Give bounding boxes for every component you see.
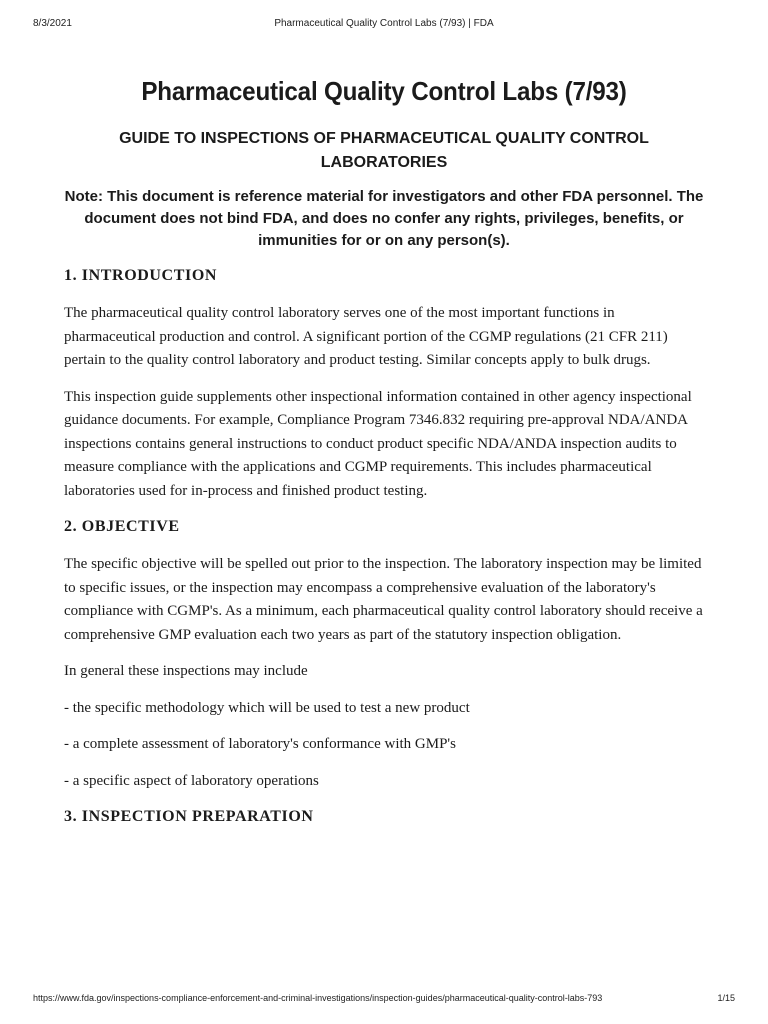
page-title: Pharmaceutical Quality Control Labs (7/93) [141,76,627,106]
objective-paragraph: The specific objective will be spelled out prior to the inspection. The laboratory inspection may be limited to specific issues, or the inspection may encompass a comprehensive evaluation of the laboratory's compliance with CGMP's. As a minimum, each pharmaceutical quality control laboratory should receive a comprehensive GMP evaluation each two years as part of the statutory inspection obligation. [64,556,703,643]
section-heading-introduction: 1. INTRODUCTION [64,267,218,284]
source-url: https://www.fda.gov/inspections-compliance-enforcement-and-criminal-investigations/inspection-guides/pharmaceutical-quality-control-labs-793 [33,993,603,1003]
introduction-paragraph: This inspection guide supplements other inspectional information contained in other agency inspectional guidance documents. For example, Compliance Program 7346.832 requiring pre-approval NDA/ANDA inspections contains general instructions to conduct product specific NDA/ANDA inspection audits to measure compliance with the applications and CGMP requirements. This includes pharmaceutical laboratories used for in-process and finished product testing. [64,388,692,499]
print-footer [33,993,735,1007]
document-content [64,76,704,843]
page-number: 1/15 [717,993,735,1003]
objective-list-item: - a specific aspect of laboratory operations [64,772,319,789]
objective-paragraph: In general these inspections may include [64,663,308,679]
print-header [33,18,735,32]
introduction-paragraph: The pharmaceutical quality control laboratory serves one of the most important functions in pharmaceutical production and control. A significant portion of the CGMP regulations (21 CFR 211) pertain to the quality control laboratory and product testing. Similar concepts apply to bulk drugs. [64,305,668,368]
guide-heading: GUIDE TO INSPECTIONS OF PHARMACEUTICAL QUALITY CONTROL LABORATORIES [119,130,649,171]
disclaimer-note: Note: This document is reference material for investigators and other FDA personnel. The document does not bind FDA, and does no confer any rights, privileges, benefits, or immunities for or on any person(s). [64,188,704,249]
section-heading-objective: 2. OBJECTIVE [64,518,180,535]
print-page-title: Pharmaceutical Quality Control Labs (7/93) | FDA [274,18,494,29]
objective-list-item: - a complete assessment of laboratory's conformance with GMP's [64,736,456,752]
section-heading-inspection-preparation: 3. INSPECTION PREPARATION [64,808,314,825]
print-date: 8/3/2021 [33,18,72,29]
objective-list-item: - the specific methodology which will be used to test a new product [64,699,470,716]
